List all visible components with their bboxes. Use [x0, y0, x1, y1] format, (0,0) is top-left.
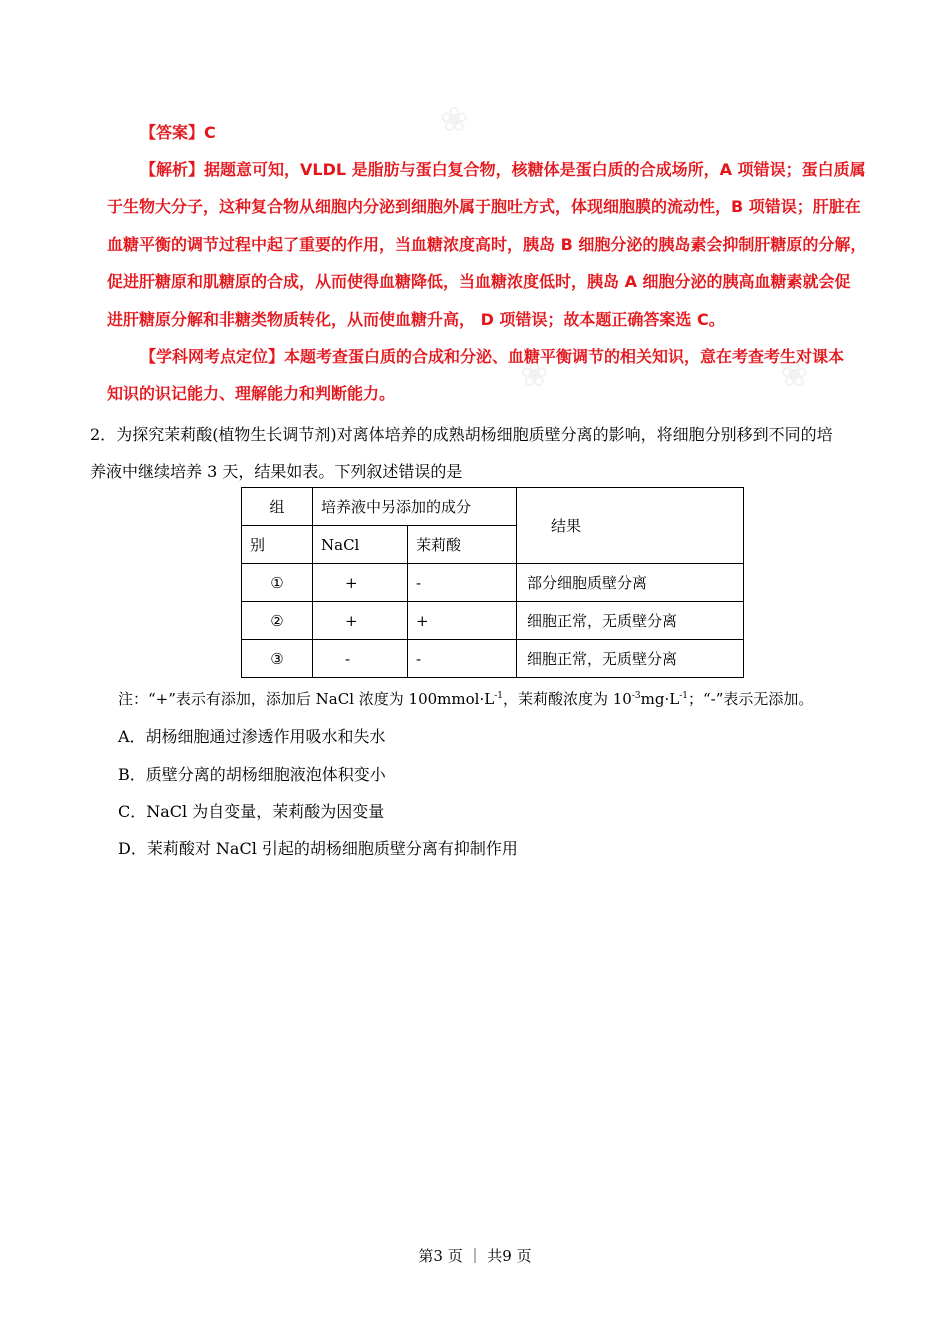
cell-nacl-text: - — [345, 649, 351, 668]
medium-header-text: 培养液中另添加的成分 — [321, 498, 472, 516]
group-header-bottom — [242, 526, 313, 564]
positioning-text-1: 本题考查蛋白质的合成和分泌、血糖平衡调节的相关知识，意在考查考生对课本 — [284, 347, 845, 366]
cell-group — [242, 602, 313, 640]
analysis-line-2 — [107, 194, 861, 217]
group-header-text-1: 组 — [269, 498, 285, 516]
nacl-header — [313, 526, 408, 564]
analysis-label: 【解析】 — [140, 160, 205, 179]
nacl-header-text: NaCl — [321, 535, 360, 554]
option-c — [118, 799, 384, 822]
table-note — [118, 688, 813, 709]
cell-nacl-text: + — [345, 573, 358, 592]
cell-ja-text: + — [416, 611, 429, 630]
note-part-2: ，茉莉酸浓度为 10 — [502, 690, 632, 708]
note-sup-3: -1 — [679, 691, 688, 701]
analysis-text-4: 促进肝糖原和肌糖原的合成，从而使得血糖降低，当血糖浓度低时，胰岛 A 细胞分泌的胰高血糖素就会促 — [107, 272, 851, 291]
option-d-text: D．茉莉酸对 NaCl 引起的胡杨细胞质壁分离有抑制作用 — [118, 839, 518, 858]
results-table — [241, 487, 744, 678]
cell-group-text: ① — [270, 573, 284, 592]
result-header-text: 结果 — [551, 517, 582, 535]
cell-group-text: ② — [270, 611, 284, 630]
option-b-text: B．质壁分离的胡杨细胞液泡体积变小 — [118, 765, 386, 784]
ja-header-text: 茉莉酸 — [416, 536, 462, 554]
note-sup-1: -1 — [494, 691, 503, 701]
cell-ja-text: - — [416, 649, 422, 668]
answer-value: C — [204, 123, 216, 142]
cell-nacl — [313, 640, 408, 678]
question-number: 2． — [90, 425, 117, 444]
watermark-1: ❀ — [440, 100, 469, 140]
cell-result — [517, 602, 744, 640]
note-sup-2: -3 — [631, 691, 641, 701]
option-a — [118, 724, 386, 747]
cell-result — [517, 640, 744, 678]
result-header — [517, 488, 744, 564]
question-line-1 — [90, 422, 833, 445]
table-row — [242, 640, 744, 678]
cell-group-text: ③ — [270, 649, 284, 668]
analysis-line-3 — [107, 232, 866, 255]
cell-group — [242, 640, 313, 678]
group-header-text-2: 别 — [250, 536, 266, 554]
medium-header — [313, 488, 517, 526]
question-line-2 — [90, 459, 462, 482]
page-number: 第3 页 ｜ 共9 页 — [418, 1247, 532, 1265]
group-header-top — [242, 488, 313, 526]
option-b — [118, 762, 386, 785]
positioning-text-2: 知识的识记能力、理解能力和判断能力。 — [107, 384, 396, 403]
option-a-text: A．胡杨细胞通过渗透作用吸水和失水 — [118, 727, 386, 746]
cell-nacl — [313, 602, 408, 640]
cell-result — [517, 564, 744, 602]
answer-label: 【答案】 — [140, 123, 205, 142]
cell-ja — [408, 640, 517, 678]
watermark-2: ❀ — [520, 355, 549, 395]
watermark-3: ❀ — [780, 355, 809, 395]
table-row — [242, 602, 744, 640]
cell-nacl-text: + — [345, 611, 358, 630]
cell-group — [242, 564, 313, 602]
note-part-1: 注：“+”表示有添加，添加后 NaCl 浓度为 100mmol·L — [118, 690, 495, 708]
analysis-line-1 — [140, 157, 866, 180]
analysis-text-2: 于生物大分子，这种复合物从细胞内分泌到细胞外属于胞吐方式，体现细胞膜的流动性，B 项错误；肝脏在 — [107, 197, 861, 216]
cell-result-text: 部分细胞质壁分离 — [527, 574, 648, 592]
positioning-line-1 — [140, 344, 844, 367]
cell-ja — [408, 564, 517, 602]
cell-nacl — [313, 564, 408, 602]
positioning-line-2 — [107, 381, 395, 404]
option-d — [118, 836, 518, 859]
positioning-label: 【学科网考点定位】 — [140, 347, 285, 366]
cell-ja-text: - — [416, 573, 422, 592]
cell-ja — [408, 602, 517, 640]
analysis-text-5: 进肝糖原分解和非糖类物质转化，从而使血糖升高， D 项错误；故本题正确答案选 C。 — [107, 310, 725, 329]
analysis-line-5 — [107, 307, 725, 330]
option-c-text: C．NaCl 为自变量，茉莉酸为因变量 — [118, 802, 385, 821]
table-row — [242, 564, 744, 602]
ja-header — [408, 526, 517, 564]
answer-line — [140, 120, 216, 143]
note-part-4: ；“-”表示无添加。 — [687, 690, 814, 708]
cell-result-text: 细胞正常，无质壁分离 — [527, 650, 678, 668]
page-footer — [0, 1245, 950, 1266]
analysis-text-3: 血糖平衡的调节过程中起了重要的作用，当血糖浓度高时，胰岛 B 细胞分泌的胰岛素会抑制肝糖原的分解， — [107, 235, 867, 254]
analysis-text-1: 据题意可知，VLDL 是脂肪与蛋白复合物，核糖体是蛋白质的合成场所，A 项错误；蛋白质属 — [204, 160, 866, 179]
cell-result-text: 细胞正常，无质壁分离 — [527, 612, 678, 630]
analysis-line-4 — [107, 269, 851, 292]
question-text-1: 为探究茉莉酸(植物生长调节剂)对离体培养的成熟胡杨细胞质壁分离的影响，将细胞分别移到不同的培 — [116, 425, 833, 444]
note-part-3: mg·L — [640, 690, 680, 708]
question-text-2: 养液中继续培养 3 天，结果如表。下列叙述错误的是 — [90, 462, 463, 481]
